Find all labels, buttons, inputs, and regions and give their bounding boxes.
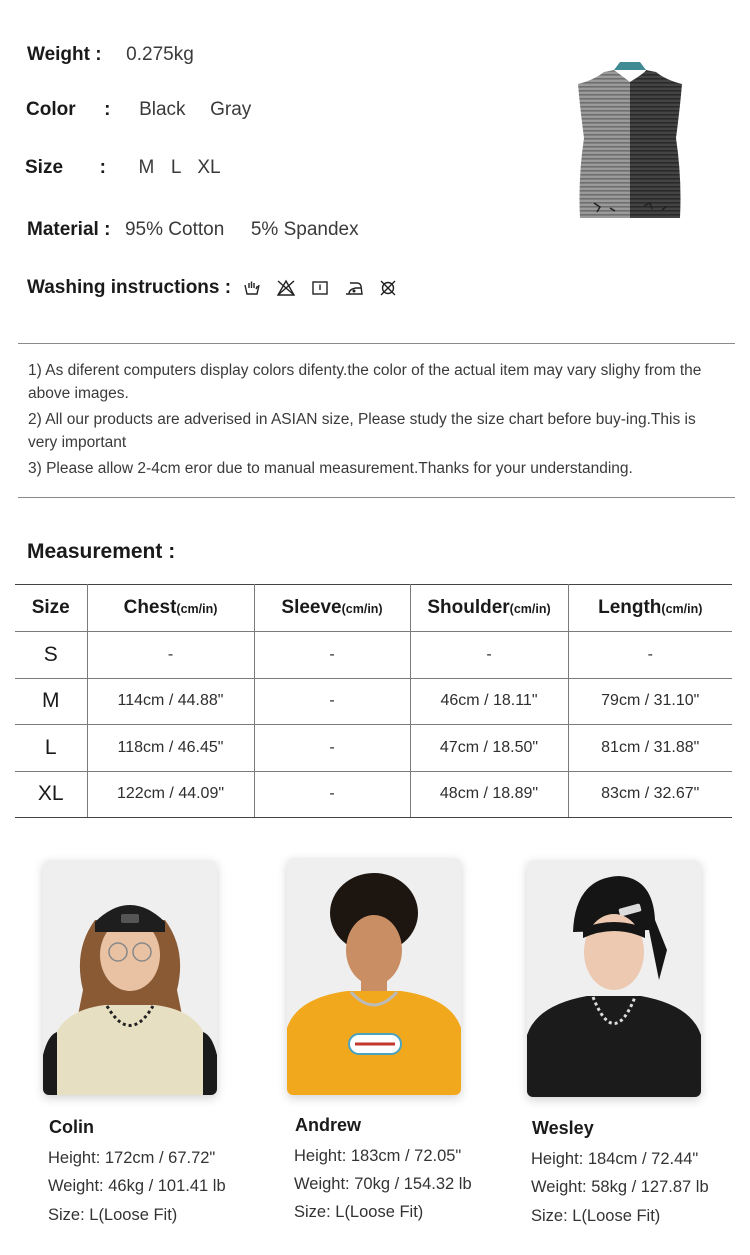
cell-sleeve: -: [254, 632, 410, 679]
cell-chest: 122cm / 44.09": [87, 771, 254, 818]
cell-sleeve: -: [254, 678, 410, 725]
cell-sleeve: -: [254, 771, 410, 818]
product-image-vest: [574, 58, 686, 224]
hand-wash-icon: [242, 279, 262, 297]
spec-washing: [27, 277, 398, 299]
color-separator: :: [104, 99, 111, 120]
table-row: [15, 632, 732, 679]
measurement-table: [15, 584, 732, 818]
material-value-cotton: 95% Cotton: [124, 219, 225, 240]
model-photo-wesley: [527, 860, 701, 1097]
cell-chest: 114cm / 44.88": [87, 678, 254, 725]
table-row: [15, 771, 732, 818]
no-dry-clean-icon: [378, 279, 398, 297]
table-row: [15, 725, 732, 772]
model-height-andrew: Height: 183cm / 72.05": [294, 1147, 462, 1165]
header-chest: Chest(cm/in): [87, 585, 254, 632]
cell-size: L: [15, 725, 87, 772]
color-value-gray: Gray: [210, 99, 252, 120]
cell-length: 81cm / 31.88": [568, 725, 732, 772]
cell-length: -: [568, 632, 732, 679]
model-weight-colin: Weight: 46kg / 101.41 lb: [48, 1177, 226, 1195]
cell-shoulder: 48cm / 18.89": [410, 771, 568, 818]
cell-length: 79cm / 31.10": [568, 678, 732, 725]
model-weight-andrew: Weight: 70kg / 154.32 lb: [294, 1175, 472, 1193]
measurement-title: Measurement :: [27, 540, 176, 563]
model-size-wesley: Size: L(Loose Fit): [531, 1207, 661, 1225]
header-sleeve: Sleeve(cm/in): [254, 585, 410, 632]
cell-shoulder: -: [410, 632, 568, 679]
model-size-colin: Size: L(Loose Fit): [48, 1206, 178, 1224]
spec-size: [25, 157, 221, 179]
cell-size: XL: [15, 771, 87, 818]
size-value-xl: XL: [197, 157, 221, 178]
spec-color: [26, 99, 251, 121]
divider-top: [18, 343, 735, 344]
no-bleach-icon: [276, 279, 296, 297]
size-label: Size: [25, 157, 64, 178]
washing-icons: [242, 279, 398, 297]
model-photo-andrew: [287, 858, 461, 1095]
model-size-andrew: Size: L(Loose Fit): [294, 1203, 424, 1221]
model-weight-wesley: Weight: 58kg / 127.87 lb: [531, 1178, 709, 1196]
spec-material: [27, 219, 359, 241]
size-value-m: M: [138, 157, 155, 178]
notes: [28, 359, 728, 483]
model-name-colin: Colin: [49, 1117, 94, 1137]
model-photo-colin: [43, 860, 217, 1095]
material-label: Material :: [27, 219, 111, 240]
model-name-wesley: Wesley: [532, 1118, 594, 1138]
size-separator: :: [99, 157, 106, 178]
header-length: Length(cm/in): [568, 585, 732, 632]
note-item: 1) As diferent computers display colors difenty.the color of the actual item may vary slighy from the above images.: [28, 362, 702, 402]
cell-size: S: [15, 632, 87, 679]
cell-shoulder: 47cm / 18.50": [410, 725, 568, 772]
table-row: [15, 678, 732, 725]
iron-icon: [344, 279, 364, 297]
cell-chest: 118cm / 46.45": [87, 725, 254, 772]
model-name-andrew: Andrew: [295, 1115, 362, 1135]
cell-length: 83cm / 32.67": [568, 771, 732, 818]
color-label: Color: [26, 99, 76, 120]
weight-label: Weight :: [27, 44, 102, 65]
weight-value: 0.275kg: [126, 44, 194, 65]
header-size: Size: [15, 585, 87, 632]
table-header-row: [15, 585, 732, 632]
cell-chest: -: [87, 632, 254, 679]
line-dry-icon: [310, 279, 330, 297]
cell-sleeve: -: [254, 725, 410, 772]
material-value-spandex: 5% Spandex: [250, 219, 359, 240]
washing-label: Washing instructions :: [27, 277, 232, 298]
spec-weight: [27, 44, 194, 66]
color-value-black: Black: [139, 99, 186, 120]
cell-shoulder: 46cm / 18.11": [410, 678, 568, 725]
model-height-wesley: Height: 184cm / 72.44": [531, 1150, 699, 1168]
size-value-l: L: [170, 157, 181, 178]
note-item: 3) Please allow 2-4cm eror due to manual measurement.Thanks for your understanding.: [28, 460, 633, 477]
note-item: 2) All our products are adverised in ASIAN size, Please study the size chart before buy-ing.This is very important: [28, 411, 696, 451]
cell-size: M: [15, 678, 87, 725]
header-shoulder: Shoulder(cm/in): [410, 585, 568, 632]
model-height-colin: Height: 172cm / 67.72": [48, 1149, 216, 1167]
divider-bottom: [18, 497, 735, 498]
